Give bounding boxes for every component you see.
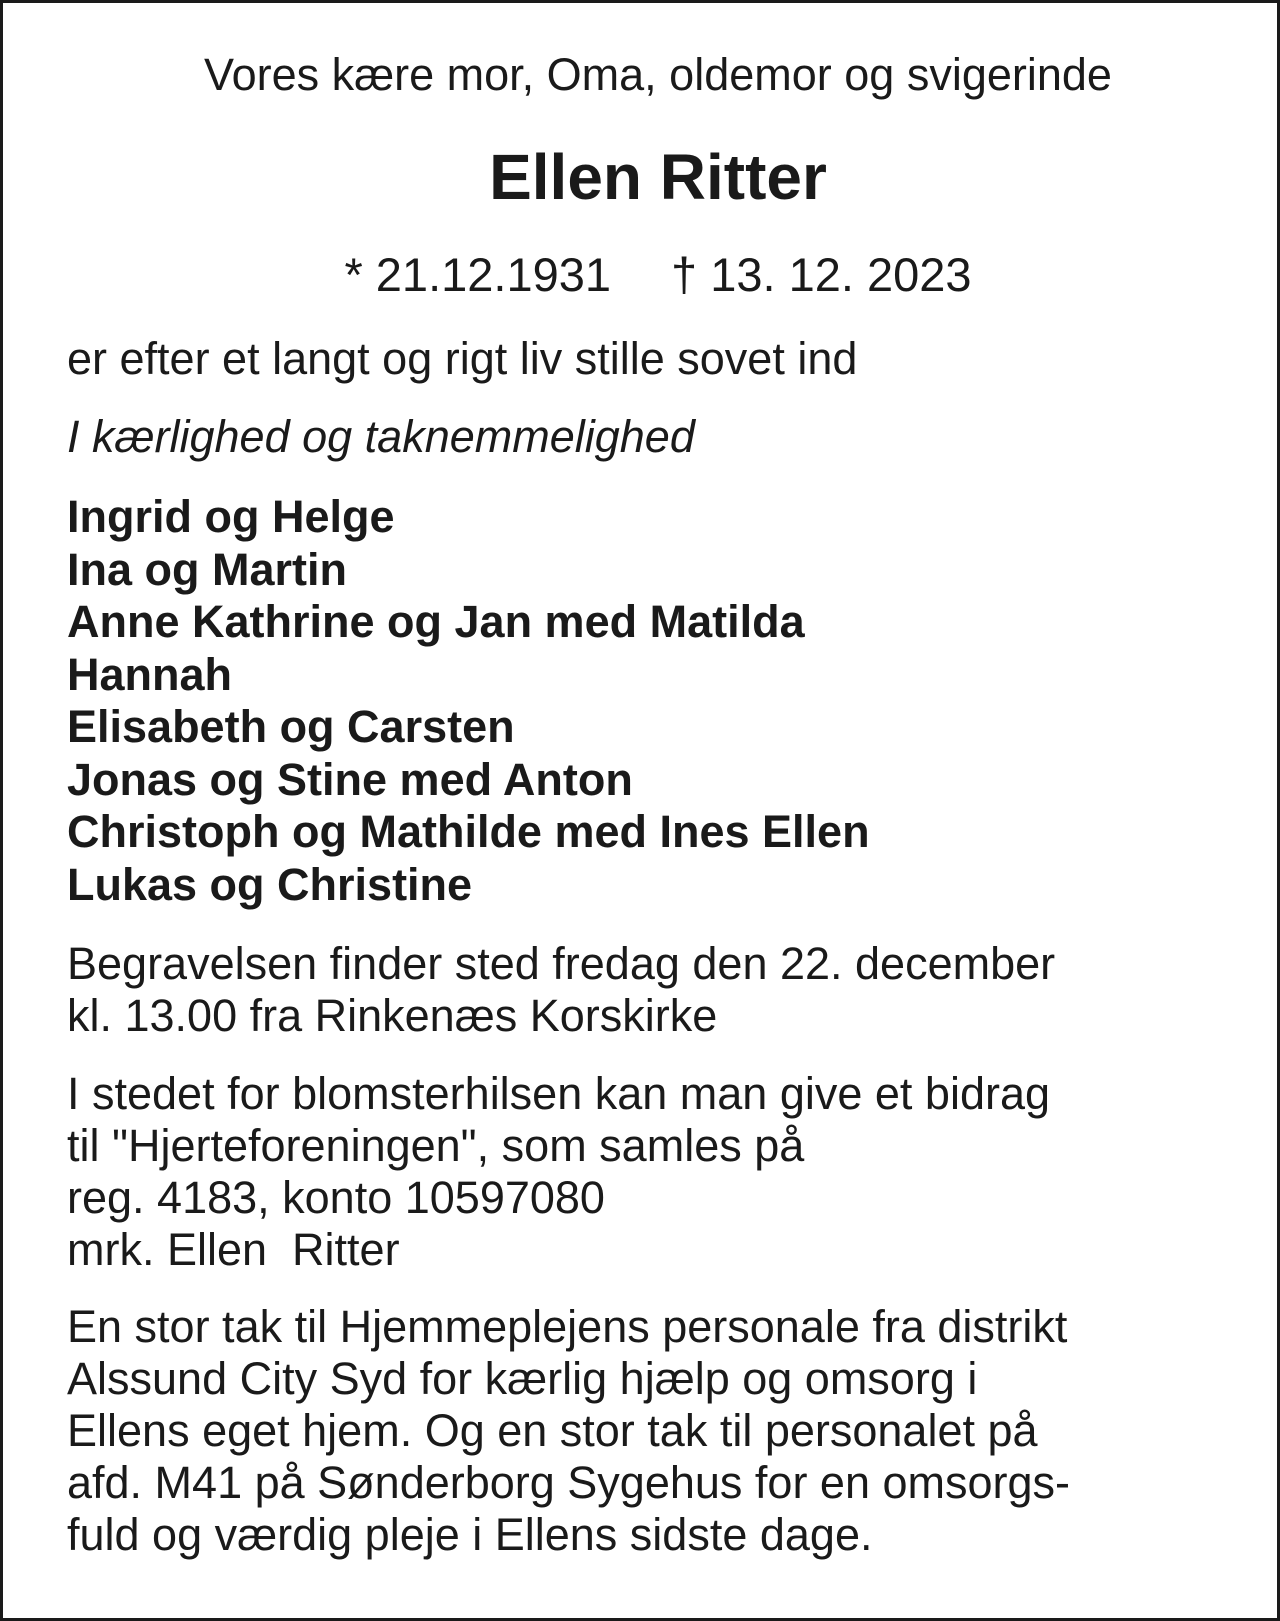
intro-line: Vores kære mor, Oma, oldemor og svigerinde xyxy=(204,49,1112,100)
life-dates xyxy=(3,249,1277,301)
donation-line: mrk. Ellen Ritter xyxy=(67,1224,400,1275)
mourners-list xyxy=(67,491,870,911)
funeral-info xyxy=(67,938,1055,1042)
thanks-line: Ellens eget hjem. Og en stor tak til personalet på xyxy=(67,1405,1038,1456)
birth-date: * 21.12.1931 xyxy=(344,248,612,301)
donation-line: I stedet for blomsterhilsen kan man give et bidrag xyxy=(67,1068,1051,1119)
thanks-line: En stor tak til Hjemmeplejens personale fra distrikt xyxy=(67,1301,1068,1352)
death-date: † 13. 12. 2023 xyxy=(671,248,972,301)
funeral-line: kl. 13.00 fra Rinkenæs Korskirke xyxy=(67,990,718,1041)
thanks-paragraph xyxy=(67,1301,1070,1561)
donation-line: reg. 4183, konto 10597080 xyxy=(67,1172,605,1223)
funeral-line: Begravelsen finder sted fredag den 22. december xyxy=(67,938,1056,989)
deceased-name: Ellen Ritter xyxy=(489,141,827,213)
donation-info xyxy=(67,1068,1050,1276)
passing-line: er efter et langt og rigt liv stille sovet ind xyxy=(67,333,858,384)
mourner: Ina og Martin xyxy=(67,543,347,595)
thanks-line: Alssund City Syd for kærlig hjælp og omsorg i xyxy=(67,1353,978,1404)
mourner: Hannah xyxy=(67,648,233,700)
love-line: I kærlighed og taknemmelighed xyxy=(67,411,695,462)
mourner: Ingrid og Helge xyxy=(67,491,395,542)
mourner: Lukas og Christine xyxy=(67,858,473,910)
mourner: Elisabeth og Carsten xyxy=(67,701,515,752)
thanks-line: afd. M41 på Sønderborg Sygehus for en omsorgs- xyxy=(67,1457,1071,1508)
mourner: Anne Kathrine og Jan med Matilda xyxy=(67,596,805,647)
mourner: Christoph og Mathilde med Ines Ellen xyxy=(67,806,870,857)
mourner: Jonas og Stine med Anton xyxy=(67,753,633,805)
thanks-line: fuld og værdig pleje i Ellens sidste dage. xyxy=(67,1509,873,1560)
donation-line: til "Hjerteforeningen", som samles på xyxy=(67,1120,805,1171)
